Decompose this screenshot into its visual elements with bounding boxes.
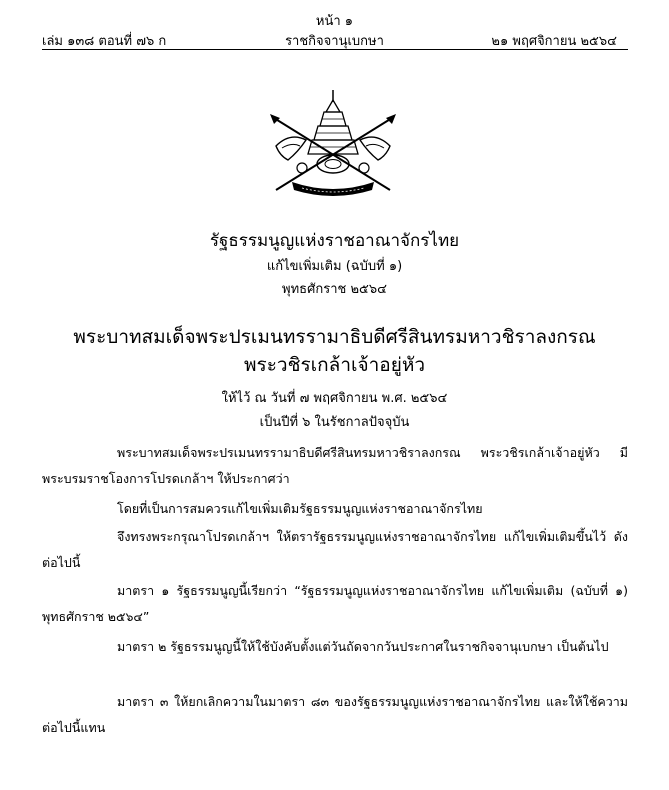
section-3: มาตรา ๓ ให้ยกเลิกความในมาตรา ๘๓ ของรัฐธรรมนูญแห่งราชอาณาจักรไทย และให้ใช้ความต่อไปนี้แทน xyxy=(42,694,628,735)
section-1: มาตรา ๑ รัฐธรรมนูญนี้เรียกว่า “รัฐธรรมนูญแห่งราชอาณาจักรไทย แก้ไขเพิ่มเติม (ฉบับที่ ๑) พุทธศักราช ๒๕๖๔” xyxy=(42,583,628,624)
publication-name: ราชกิจจานุเบกษา xyxy=(285,34,384,49)
king-title-line-1: พระบาทสมเด็จพระปรเมนทรรามาธิบดีศรีสินทรมหาวชิราลงกรณ xyxy=(73,326,596,348)
volume-issue: เล่ม ๑๓๘ ตอนที่ ๗๖ ก xyxy=(42,34,167,49)
page-number: หน้า ๑ xyxy=(315,14,354,29)
paragraph-reason: โดยที่เป็นการสมควรแก้ไขเพิ่มเติมรัฐธรรมนูญแห่งราชอาณาจักรไทย xyxy=(117,501,483,516)
section-2: มาตรา ๒ รัฐธรรมนูญนี้ให้ใช้บังคับตั้งแต่วันถัดจากวันประกาศในราชกิจจานุเบกษา เป็นต้นไป xyxy=(117,639,609,654)
paragraph-enactment: จึงทรงพระกรุณาโปรดเกล้าฯ ให้ตรารัฐธรรมนูญแห่งราชอาณาจักรไทย แก้ไขเพิ่มเติมขึ้นไว้ ดังต่อไปนี้ xyxy=(42,529,628,570)
amendment-subtitle: แก้ไขเพิ่มเติม (ฉบับที่ ๑) xyxy=(266,259,403,274)
royal-emblem-garuda-crown-icon xyxy=(262,88,404,198)
reign-year: เป็นปีที่ ๖ ในรัชกาลปัจจุบัน xyxy=(259,415,410,430)
paragraph-proclamation: พระบาทสมเด็จพระปรเมนทรรามาธิบดีศรีสินทรมหาวชิราลงกรณ พระวชิรเกล้าเจ้าอยู่หัว มีพระบรมราชโองการโปรดเกล้าฯ ให้ประกาศว่า xyxy=(42,445,628,486)
publication-date: ๒๑ พฤศจิกายน ๒๕๖๔ xyxy=(491,34,617,49)
king-title-line-2: พระวชิรเกล้าเจ้าอยู่หัว xyxy=(243,354,426,376)
header-rule xyxy=(42,49,628,50)
constitution-title: รัฐธรรมนูญแห่งราชอาณาจักรไทย xyxy=(209,231,460,251)
given-date: ให้ไว้ ณ วันที่ ๗ พฤศจิกายน พ.ศ. ๒๕๖๔ xyxy=(221,391,448,406)
buddhist-era-year: พุทธศักราช ๒๕๖๔ xyxy=(282,282,387,297)
